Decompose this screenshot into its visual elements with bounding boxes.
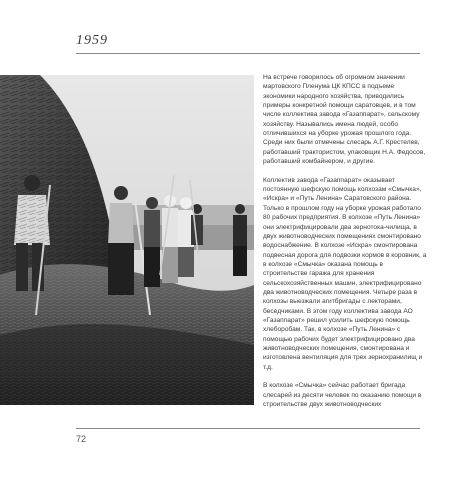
archival-photo — [0, 75, 254, 405]
photo-illustration — [0, 75, 254, 405]
header-divider — [76, 53, 420, 54]
header-year: 1959 — [76, 33, 108, 48]
footer-divider — [76, 428, 420, 429]
page-number: 72 — [76, 434, 87, 444]
article-paragraph-2: Коллектив завода «Газаппарат» оказывает постоянную шефскую помощь колхозам «Смычка», «Искра» и «Путь Ленина» Саратовского района. Только в прошлом году на уборке урожая работало 80 рабочих предприятия. В колхозе «Путь Ленина» они электрифицировали два зернотока-чилища, в двух животноводческих помещениях смонтировано водоснабжение. В колхозе «Искра» смонтирована подвесная дорога для подвозки кормов в коровник, а в колхозе «Смычка» оказана помощь в строительстве гаража для хранения сельскохозяйственных машин, электрифицировано два животноводческих помещения. Четыре раза в колхозы выезжали агитбригады с лекторами, беседчиками. В этом году коллектива завода АО «Газаппарат» решил усилить шефскую помощь хлеборобам. Так, в колхозе «Путь Ленина» с помощью рабочих будет электрифицировано два животноводческих помещения, смонтирована и изготовлена вентиляция для трех зернохранилищ и т.д. — [263, 176, 427, 371]
article-text — [263, 73, 427, 419]
article-paragraph-3: В колхозе «Смычка» сейчас работает бригада слесарей из десяти человек по оказанию помощи в строительстве двух животноводческих — [263, 382, 422, 409]
article-paragraph-1: На встрече говорилось об огромном значении мартовского Пленума ЦК КПСС в подъеме экономики народного хозяйства, приводились примеры конкретной помощи саратовцев, и в том числе коллектива завода «Газаппарат», сельскому хозяйству. Назывались имена людей, особо отличившихся на уборке урожая прошлого года. Среди них были отмечены слесарь А.Г. Крестелев, работавший трактористом, упаковщик Н.А. Федосов, работавший комбайнером, и другие. — [263, 74, 426, 166]
